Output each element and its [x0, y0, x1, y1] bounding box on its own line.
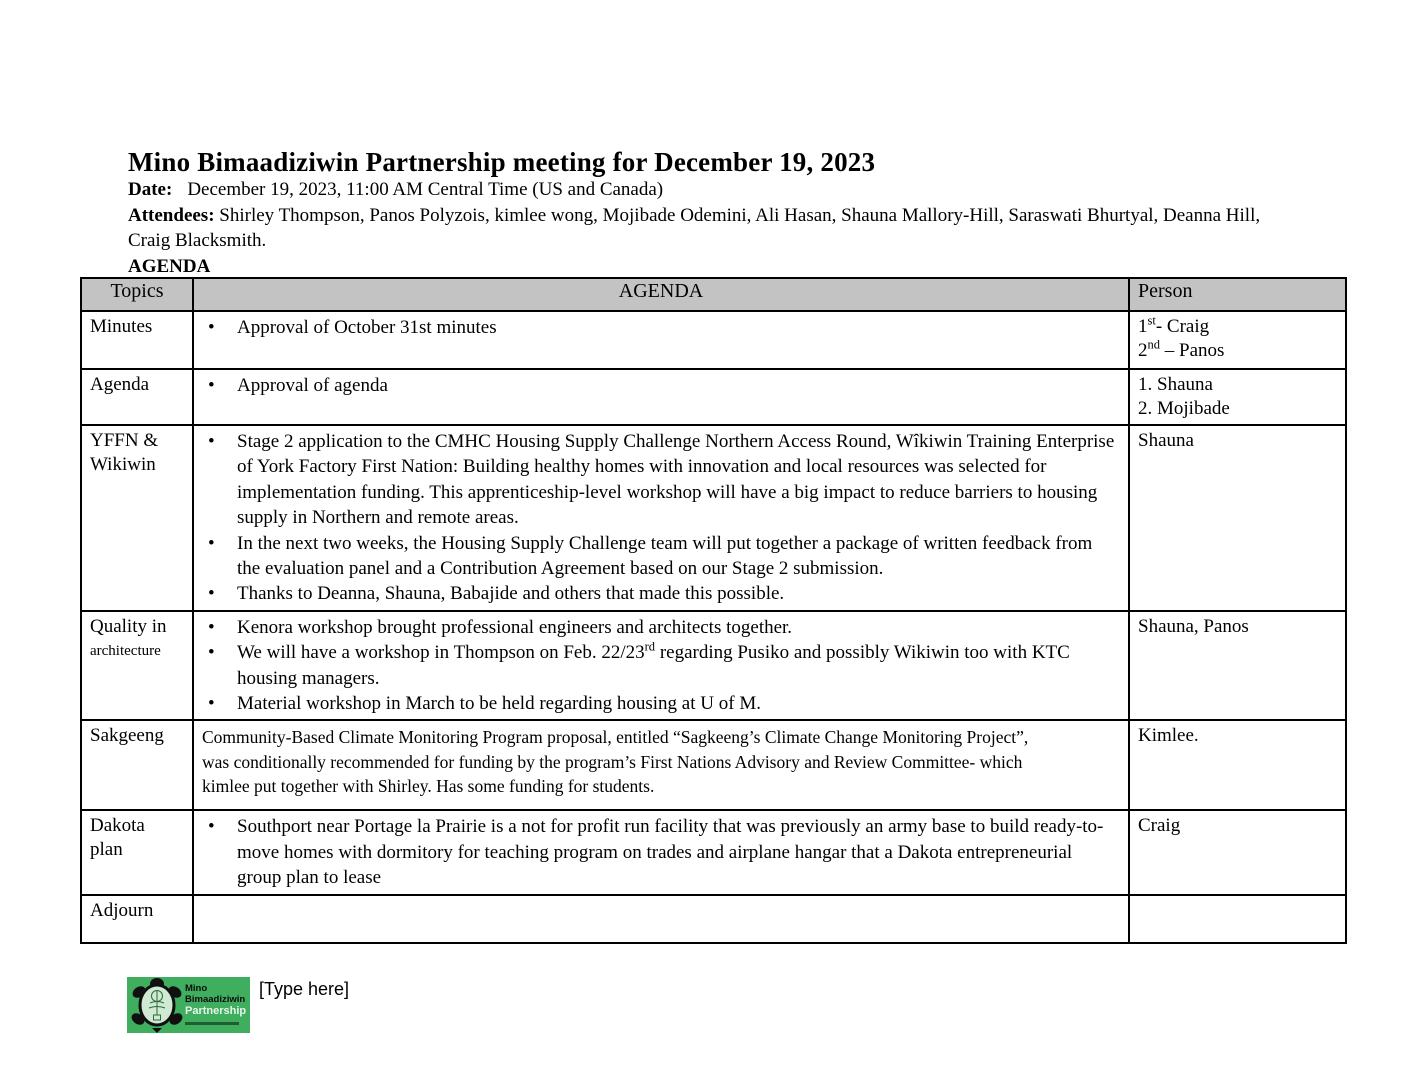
agenda-cell: [193, 311, 1129, 369]
topic-line: Quality in: [90, 615, 167, 637]
agenda-cell: [193, 895, 1129, 943]
logo-line-mino: Mino: [185, 983, 208, 994]
attendees-label: Attendees:: [128, 204, 215, 226]
topic-line: plan: [90, 839, 123, 861]
person-cell: [1129, 895, 1346, 943]
topic-cell: Adjourn: [81, 895, 193, 943]
agenda-table: [80, 277, 1347, 944]
person-cell: Shauna, Panos: [1129, 611, 1346, 721]
person-line: 2. Mojibade: [1138, 398, 1230, 419]
person-cell: Shauna: [1129, 425, 1346, 611]
topic-line: Dakota: [90, 815, 145, 837]
person-line-text: - Craig: [1155, 316, 1210, 337]
agenda-cell: [193, 611, 1129, 721]
table-row-yffn-wikiwin: [81, 425, 1346, 611]
table-header-row: [81, 278, 1346, 311]
document-meta: [128, 177, 1294, 279]
ordinal-suffix: st: [1147, 313, 1156, 328]
table-row-adjourn: [81, 895, 1346, 943]
person-cell: Kimlee.: [1129, 720, 1346, 810]
agenda-cell: [193, 810, 1129, 894]
logo-tagline: [185, 1022, 239, 1025]
agenda-bullet: • In the next two weeks, the Housing Supply Challenge team will put together a package of written feedback from the evaluation panel and a Contribution Agreement based on our Stage 2 submission.: [194, 531, 1128, 582]
agenda-cell: [193, 425, 1129, 611]
column-header-topics: Topics: [81, 278, 193, 311]
person-line-text: 1: [1138, 316, 1148, 337]
person-cell: [1129, 311, 1346, 369]
topic-line-small: architecture: [90, 642, 161, 659]
person-line-text: – Panos: [1160, 340, 1225, 361]
topic-cell: Agenda: [81, 369, 193, 425]
column-header-person: Person: [1129, 278, 1346, 311]
date-value: December 19, 2023, 11:00 AM Central Time (US and Canada): [187, 179, 664, 200]
topic-cell: [81, 810, 193, 894]
person-line: [1138, 339, 1337, 363]
table-row-dakota-plan: [81, 810, 1346, 894]
agenda-bullet: • Thanks to Deanna, Shauna, Babajide and others that made this possible.: [194, 581, 1128, 606]
person-line: 1. Shauna: [1138, 374, 1213, 395]
table-row-sakgeeng: [81, 720, 1346, 810]
column-header-agenda: AGENDA: [193, 278, 1129, 311]
agenda-bullet: • Kenora workshop brought professional engineers and architects together.: [194, 615, 1128, 640]
agenda-heading: AGENDA: [128, 255, 211, 277]
topic-line: Wikiwin: [90, 454, 156, 475]
footer-type-here-placeholder[interactable]: [Type here]: [259, 979, 350, 999]
agenda-cell: [193, 369, 1129, 425]
topic-cell: Minutes: [81, 311, 193, 369]
topic-cell: Sakgeeng: [81, 720, 193, 810]
ordinal-suffix: rd: [644, 639, 656, 654]
agenda-bullet: [194, 640, 1128, 691]
table-row-agenda: [81, 369, 1346, 425]
partnership-logo: [127, 977, 250, 1033]
person-line: [1138, 315, 1337, 339]
date-line: [128, 177, 1294, 203]
table-row-minutes: [81, 311, 1346, 369]
agenda-paragraph: Community-Based Climate Monitoring Program proposal, entitled “Sagkeeng’s Climate Change Monitoring Project”, was conditionally recommended for funding by the program’s First Nations Advisory and Review Committee- which kimlee put together with Shirley. Has some funding for students.: [202, 727, 1029, 797]
agenda-bullet: • Southport near Portage la Prairie is a not for profit run facility that was previously an army base to build ready-to-move homes with dormitory for teaching program on trades and airplane hangar that a Dakota entrepreneurial group plan to lease: [194, 814, 1128, 890]
person-cell: [1129, 369, 1346, 425]
bullet-text: regarding Pusiko and possibly Wikiwin too with KTC housing managers.: [237, 642, 1070, 689]
turtle-logo-icon: [128, 977, 186, 1033]
bullet-text: We will have a workshop in Thompson on Feb. 22/23: [237, 642, 645, 664]
table-row-quality-in-architecture: [81, 611, 1346, 721]
date-label: Date:: [128, 179, 173, 200]
attendees-value: Shirley Thompson, Panos Polyzois, kimlee wong, Mojibade Odemini, Ali Hasan, Shauna Mallory-Hill, Saraswati Bhurtyal, Deanna Hill, Craig Blacksmith.: [128, 204, 1261, 251]
logo-line-bimaadiziwin: Bimaadiziwin: [185, 994, 246, 1005]
agenda-bullet: • Approval of October 31st minutes: [194, 315, 1128, 340]
topic-line: YFFN &: [90, 430, 159, 451]
logo-text: [185, 983, 246, 1025]
agenda-bullet: • Approval of agenda: [194, 373, 1128, 398]
agenda-bullet: • Stage 2 application to the CMHC Housing Supply Challenge Northern Access Round, Wîkiwin Training Enterprise of York Factory First Nation: Building healthy homes with innovation and local resources was selected for implementation funding. This apprenticeship-level workshop will have a big impact to reduce barriers to housing supply in Northern and remote areas.: [194, 429, 1128, 531]
person-line-text: 2: [1138, 340, 1148, 361]
person-cell: Craig: [1129, 810, 1346, 894]
page-title: Mino Bimaadiziwin Partnership meeting for December 19, 2023: [128, 147, 876, 178]
topic-cell: [81, 425, 193, 611]
logo-line-partnership: Partnership: [185, 1005, 247, 1017]
topic-cell: [81, 611, 193, 721]
agenda-cell: [193, 720, 1129, 810]
ordinal-suffix: nd: [1147, 337, 1160, 352]
agenda-bullet: • Material workshop in March to be held regarding housing at U of M.: [194, 691, 1128, 716]
attendees-line: [128, 203, 1294, 254]
